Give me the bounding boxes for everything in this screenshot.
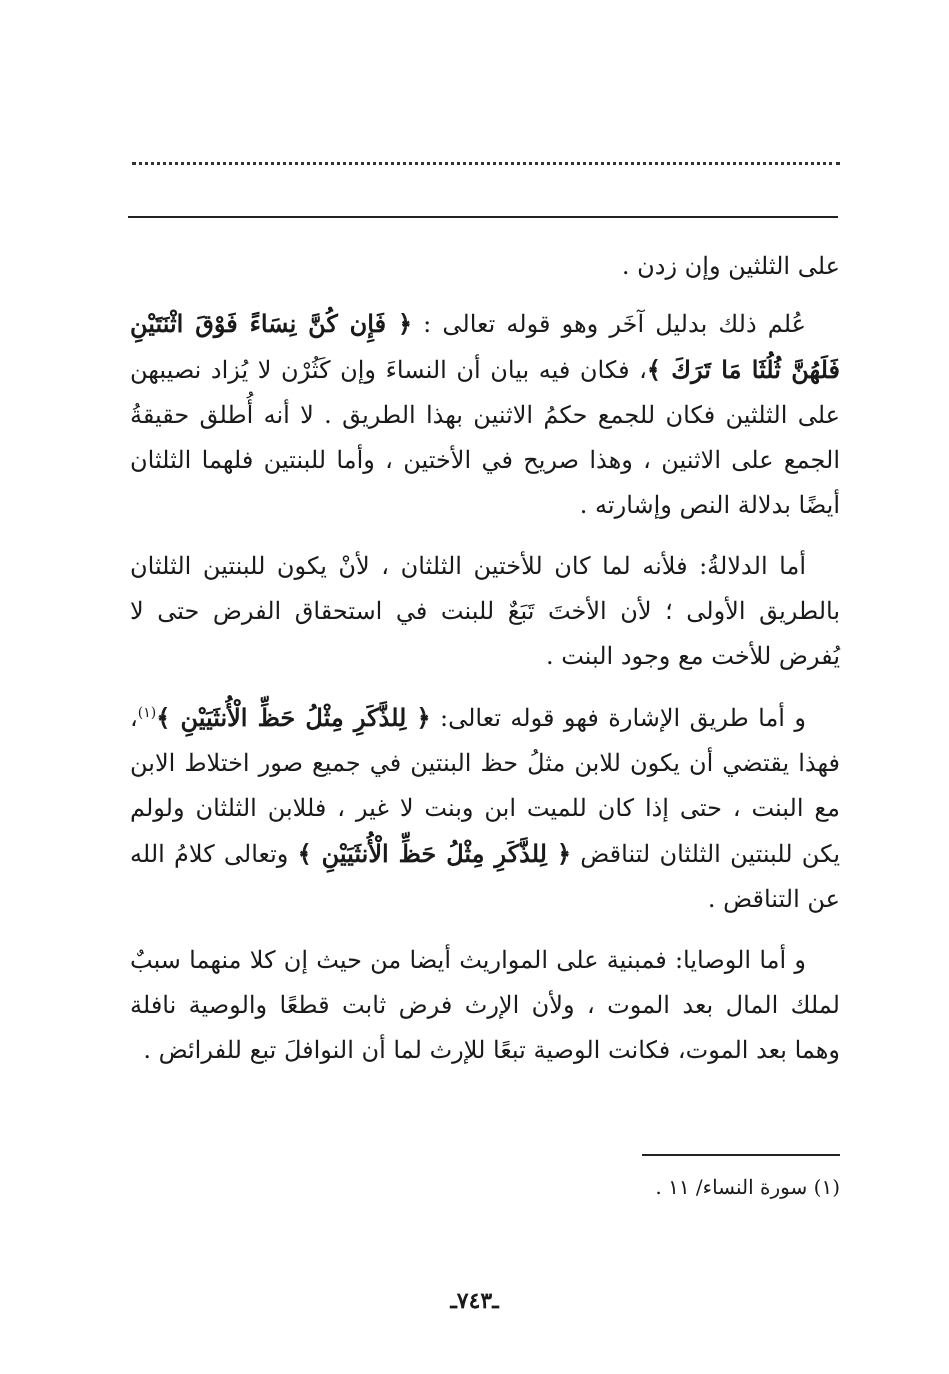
main-text [130, 244, 840, 1089]
footnote-reference: (١) [137, 705, 157, 721]
paragraph-text: على الثلثين وإن زدن . [621, 252, 840, 280]
footnote: (١) سورة النساء/ ١١ . [655, 1175, 840, 1199]
paragraph-text: ، فهذا يقتضي أن يكون للابن مثلُ حظ البنتين في جميع صور اختلاط الابن مع البنت ، حتى إذا كان للميت ابن وبنت لا غير ، فللابن الثلثان ولولم يكن للبنتين الثلثان لتناقض [130, 704, 841, 868]
dotted-separator [132, 162, 840, 165]
page-number: ـ٧٤٣ـ [450, 1288, 499, 1314]
paragraph-text: أما الدلالةُ: فلأنه لما كان للأختين الثلثان ، لأنْ يكون للبنتين الثلثان بالطريق الأولى ؛ لأن الأختَ تَبَعٌ للبنت في استحقاق الفرض حتى لا يُفرض للأخت مع وجود البنت . [130, 552, 840, 670]
header-rule [128, 216, 838, 218]
paragraph-text: عُلم ذلك بدليل آخَر وهو قوله تعالى : [412, 310, 807, 338]
paragraph-1 [130, 244, 840, 289]
paragraph-3 [130, 544, 840, 679]
paragraph-text: و أما الوصايا: فمبنية على المواريث أيضا من حيث إن كلا منهما سببٌ لملك المال بعد الموت ، ولأن الإرث فرض ثابت قطعًا والوصية نافلة وهما بعد الموت، فكانت الوصية تبعًا للإرث لما أن النوافلَ تبع للفرائض . [130, 946, 840, 1064]
quran-verse: ﴿ لِلذَّكَرِ مِثْلُ حَظِّ الْأُنثَيَيْنِ ﴾ [156, 703, 431, 732]
footnote-rule [642, 1154, 840, 1156]
paragraph-text: و أما طريق الإشارة فهو قوله تعالى: [430, 704, 806, 732]
paragraph-text: وتعالى كلامُ الله عن التناقض . [130, 840, 840, 913]
paragraph-5 [130, 938, 840, 1073]
quran-verse: ﴿ فَإِن كُنَّ نِسَاءً فَوْقَ اثْنَتَيْنِ فَلَهُنَّ ثُلُثَا مَا تَرَكَ ﴾ [130, 309, 840, 384]
paragraph-2 [130, 301, 840, 528]
quran-verse: ﴿ لِلذَّكَرِ مِثْلُ حَظِّ الْأُنثَيَيْنِ ﴾ [297, 839, 572, 868]
paragraph-text: ، فكان فيه بيان أن النساءَ وإن كَثُرْن لا يُزاد نصيبهن على الثلثين فكان للجمع حكمُ الاثنين بهذا الطريق . لا أنه أُطلق حقيقةُ الجمع على الاثنين ، وهذا صريح في الأختين ، وأما للبنتين فلهما الثلثان أيضًا بدلالة النص وإشارته . [130, 356, 840, 519]
paragraph-4 [130, 695, 840, 922]
